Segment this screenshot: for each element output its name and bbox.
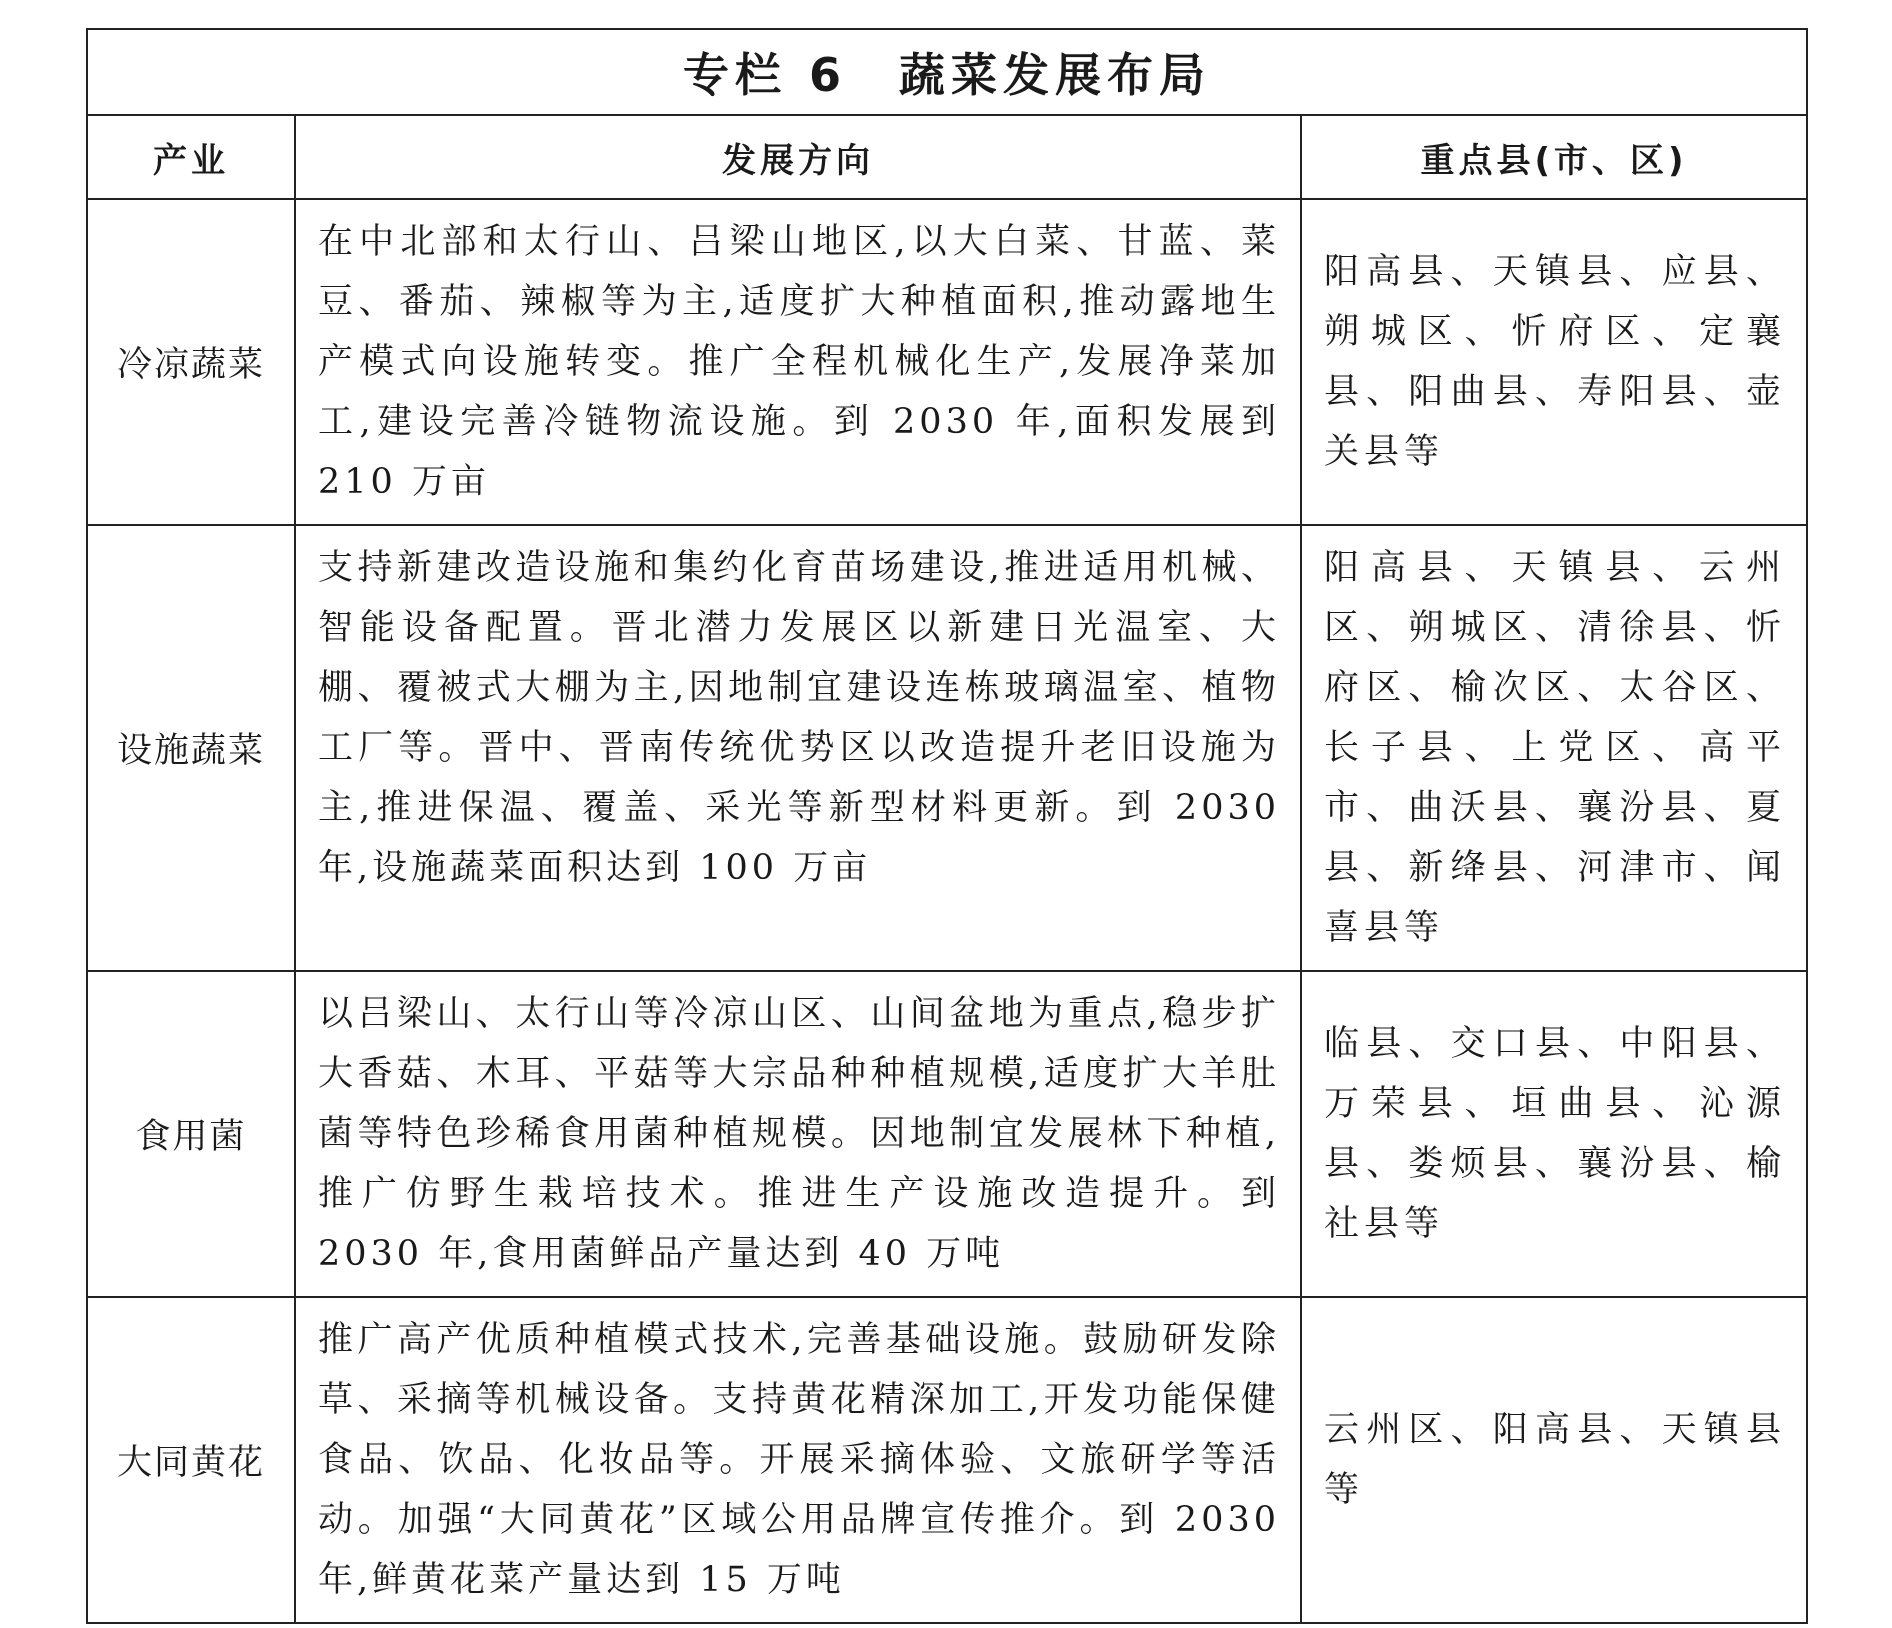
industry-cell: 设施蔬菜 <box>87 525 295 971</box>
direction-cell: 在中北部和太行山、吕梁山地区,以大白菜、甘蓝、菜豆、番茄、辣椒等为主,适度扩大种植面积,推动露地生产模式向设施转变。推广全程机械化生产,发展净菜加工,建设完善冷链物流设施。到 2030 年,面积发展到 210 万亩 <box>295 199 1301 525</box>
industry-cell: 冷凉蔬菜 <box>87 199 295 525</box>
header-industry: 产业 <box>87 115 295 199</box>
counties-cell: 阳高县、天镇县、应县、朔城区、忻府区、定襄县、阳曲县、寿阳县、壶关县等 <box>1301 199 1807 525</box>
direction-cell: 支持新建改造设施和集约化育苗场建设,推进适用机械、智能设备配置。晋北潜力发展区以新建日光温室、大棚、覆被式大棚为主,因地制宜建设连栋玻璃温室、植物工厂等。晋中、晋南传统优势区以改造提升老旧设施为主,推进保温、覆盖、采光等新型材料更新。到 2030 年,设施蔬菜面积达到 100 万亩 <box>295 525 1301 971</box>
counties-cell: 阳高县、天镇县、云州区、朔城区、清徐县、忻府区、榆次区、太谷区、长子县、上党区、高平市、曲沃县、襄汾县、夏县、新绛县、河津市、闻喜县等 <box>1301 525 1807 971</box>
table-row <box>87 525 1807 971</box>
industry-cell: 大同黄花 <box>87 1297 295 1623</box>
vegetable-layout-table <box>86 28 1808 1624</box>
counties-cell: 临县、交口县、中阳县、万荣县、垣曲县、沁源县、娄烦县、襄汾县、榆社县等 <box>1301 971 1807 1297</box>
title-row <box>87 29 1807 115</box>
direction-cell: 推广高产优质种植模式技术,完善基础设施。鼓励研发除草、采摘等机械设备。支持黄花精深加工,开发功能保健食品、饮品、化妆品等。开展采摘体验、文旅研学等活动。加强“大同黄花”区域公用品牌宣传推介。到 2030 年,鲜黄花菜产量达到 15 万吨 <box>295 1297 1301 1623</box>
header-row <box>87 115 1807 199</box>
header-direction: 发展方向 <box>295 115 1301 199</box>
table-row <box>87 1297 1807 1623</box>
direction-cell: 以吕梁山、太行山等冷凉山区、山间盆地为重点,稳步扩大香菇、木耳、平菇等大宗品种种植规模,适度扩大羊肚菌等特色珍稀食用菌种植规模。因地制宜发展林下种植,推广仿野生栽培技术。推进生产设施改造提升。到 2030 年,食用菌鲜品产量达到 40 万吨 <box>295 971 1301 1297</box>
vegetable-layout-table-wrapper <box>86 28 1806 1624</box>
header-counties: 重点县(市、区) <box>1301 115 1807 199</box>
table-row <box>87 199 1807 525</box>
industry-cell: 食用菌 <box>87 971 295 1297</box>
table-title: 专栏 6 蔬菜发展布局 <box>87 29 1807 115</box>
table-row <box>87 971 1807 1297</box>
counties-cell: 云州区、阳高县、天镇县等 <box>1301 1297 1807 1623</box>
